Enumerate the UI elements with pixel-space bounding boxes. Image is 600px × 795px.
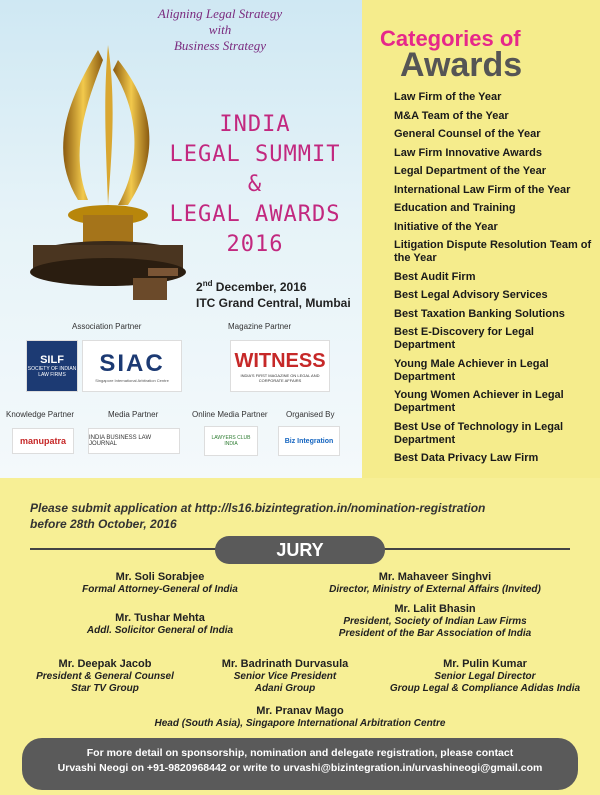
summit-line: INDIA: [219, 112, 291, 137]
submission-notice: [30, 500, 570, 532]
jury-member-role: President of the Bar Association of India: [338, 628, 532, 639]
jury-member-role: Addl. Solicitor General of India: [86, 625, 234, 636]
award-category-item: General Counsel of the Year: [394, 128, 541, 140]
magazine-partner-label: Magazine Partner: [228, 322, 292, 331]
siac-logo: SIAC Singapore International Arbitration Centre: [82, 340, 182, 392]
summit-line: 2016: [226, 232, 284, 257]
tagline-line: Business Strategy: [173, 38, 267, 53]
award-category-item: International Law Firm of the Year: [394, 183, 571, 196]
online-media-partner-label: Online Media Partner: [192, 410, 268, 419]
organised-by-label: Organised By: [286, 410, 335, 419]
award-category-item: Education and Training: [394, 202, 516, 214]
jury-member: [50, 611, 270, 637]
biz-integration-logo: Biz Integration: [278, 426, 340, 456]
date-day: 2: [196, 280, 203, 294]
jury-member-role: Star TV Group: [71, 683, 139, 694]
jury-member-name: Mr. Tushar Mehta: [115, 612, 205, 624]
summit-title: [150, 110, 360, 260]
award-category-item: Law Firm Innovative Awards: [394, 146, 542, 159]
jury-title: JURY: [215, 536, 385, 564]
association-partner-label: Association Partner: [72, 322, 142, 331]
jury-member: [190, 657, 380, 695]
jury-member-name: Mr. Soli Sorabjee: [115, 571, 205, 583]
jury-member-name: Mr. Pranav Mago: [256, 705, 344, 717]
date-sup: nd: [202, 279, 213, 288]
jury-member: [300, 570, 570, 596]
submission-line: Please submit application at http://ls16.bizintegration.in/nomination-registration: [30, 501, 486, 515]
jury-member: [50, 570, 270, 596]
jury-member-name: Mr. Badrinath Durvasula: [221, 658, 349, 670]
award-category-item: Initiative of the Year: [394, 220, 498, 233]
lawyers-club-india-logo: LAWYERS CLUB INDIA: [204, 426, 258, 456]
tagline-line: with: [208, 22, 232, 37]
award-category-item: M&A Team of the Year: [394, 109, 509, 122]
award-category-item: Best Data Privacy Law Firm: [394, 452, 539, 464]
jury-member-role: Senior Vice President: [233, 671, 337, 682]
jury-member-role: Adani Group: [254, 683, 316, 694]
jury-member-role: Senior Legal Director: [434, 671, 536, 682]
contact-banner: [22, 738, 578, 790]
manupatra-logo: manupatra: [12, 428, 74, 454]
jury-member-name: Mr. Mahaveer Singhvi: [378, 571, 492, 583]
award-category-item: Best Audit Firm: [394, 270, 476, 283]
jury-member: [380, 657, 590, 695]
jury-member: [300, 602, 570, 640]
tagline-line: Aligning Legal Strategy: [157, 6, 283, 21]
award-category-item: Law Firm of the Year: [394, 91, 502, 103]
witness-logo: WITNESS INDIA'S FIRST MAGAZINE ON LEGAL AND CORPORATE AFFAIRS: [230, 340, 330, 392]
date-rest: December, 2016: [212, 280, 307, 294]
jury-member-role: Head (South Asia), Singapore International Arbitration Centre: [154, 718, 446, 729]
venue: ITC Grand Central, Mumbai: [196, 296, 351, 310]
summit-line: LEGAL AWARDS: [169, 202, 341, 227]
award-category-item: Young Women Achiever in Legal Department: [394, 389, 564, 414]
jury-member-name: Mr. Lalit Bhasin: [394, 603, 476, 615]
summit-line: &: [247, 172, 263, 197]
submission-deadline: before 28th October, 2016: [30, 517, 177, 531]
award-category-item: Best Use of Technology in Legal Department: [394, 420, 564, 446]
contact-details: Urvashi Neogi on +91-9820968442 or write to urvashi@bizintegration.in/urvashineogi@gmail.com: [57, 762, 543, 774]
knowledge-partner-label: Knowledge Partner: [6, 410, 75, 419]
event-date-venue: [196, 276, 351, 311]
award-categories-list: [394, 91, 594, 471]
award-category-item: Legal Department of the Year: [394, 165, 547, 177]
jury-member-role: President, Society of Indian Law Firms: [343, 616, 527, 627]
award-category-item: Litigation Dispute Resolution Team of the Year: [394, 239, 592, 264]
media-partner-label: Media Partner: [108, 410, 159, 419]
award-category-item: Best Taxation Banking Solutions: [394, 307, 565, 320]
jury-member: [20, 657, 190, 695]
poster-left-panel: [0, 0, 362, 478]
jury-member-role: Group Legal & Compliance Adidas India: [389, 683, 581, 694]
silf-logo: SILF SOCIETY OF INDIAN LAW FIRMS: [26, 340, 78, 392]
jury-member: [90, 704, 510, 730]
jury-member-role: President & General Counsel: [36, 671, 174, 682]
contact-line: For more detail on sponsorship, nomination and delegate registration, please contact: [86, 747, 514, 759]
partners-section: [0, 318, 362, 478]
jury-member-role: Formal Attorney-General of India: [82, 584, 238, 595]
award-category-item: Young Male Achiever in Legal Department: [394, 357, 549, 383]
jury-member-role: Director, Ministry of External Affairs (Invited): [329, 584, 541, 595]
summit-line: LEGAL SUMMIT: [169, 142, 341, 167]
jury-member-name: Mr. Pulin Kumar: [443, 658, 527, 670]
awards-title: Awards: [400, 46, 523, 84]
award-category-item: Best Legal Advisory Services: [394, 289, 548, 301]
categories-title: Categories of: [380, 26, 521, 51]
india-business-law-journal-logo: INDIA BUSINESS LAW JOURNAL: [88, 428, 180, 454]
jury-member-name: Mr. Deepak Jacob: [58, 658, 152, 670]
award-category-item: Best E-Discovery for Legal Department: [394, 326, 534, 351]
